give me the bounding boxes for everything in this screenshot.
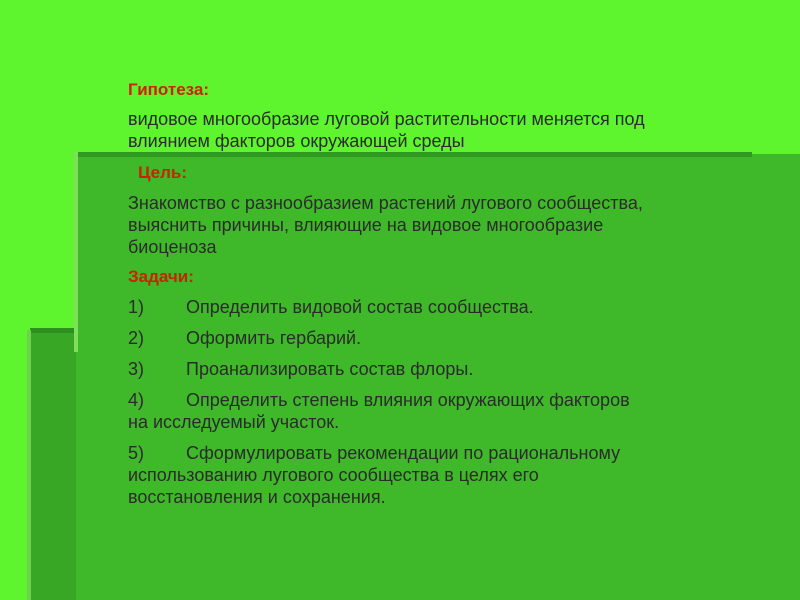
task-number: 3) [128,358,145,379]
panel-edge-upper [74,152,78,352]
task-number: 4) [128,389,145,410]
task-text: Проанализировать состав флоры. [186,358,474,379]
task-item [128,443,648,509]
hypothesis-heading: Гипотеза: [128,80,210,99]
panel-edge-lower [27,330,31,600]
task-item [128,328,648,350]
task-text: Сформулировать рекомендации по рациональному использованию лугового сообщества в целях его восстановления и сохранения. [128,442,621,507]
task-number: 5) [128,442,145,463]
slide-content [128,80,648,509]
task-number: 2) [128,327,145,348]
goal-heading: Цель: [138,162,187,182]
task-text: Оформить гербарий. [186,327,362,348]
task-number: 1) [128,296,145,317]
task-text: Определить видовой состав сообщества. [186,296,534,317]
hypothesis-text: видовое многообразие луговой растительности меняется под влиянием факторов окружающей среды [128,108,645,151]
task-item [128,297,648,319]
hypothesis-section [128,80,648,153]
tasks-heading: Задачи: [128,267,194,287]
tasks-section [128,267,648,508]
goal-text: Знакомство с разнообразием растений лугового сообщества, выяснить причины, влияющие на видовое многообразие биоценоза [128,193,643,258]
task-item [128,390,648,434]
goal-section [128,163,648,260]
task-item [128,359,648,381]
task-text: Определить степень влияния окружающих факторов на исследуемый участок. [128,389,630,432]
